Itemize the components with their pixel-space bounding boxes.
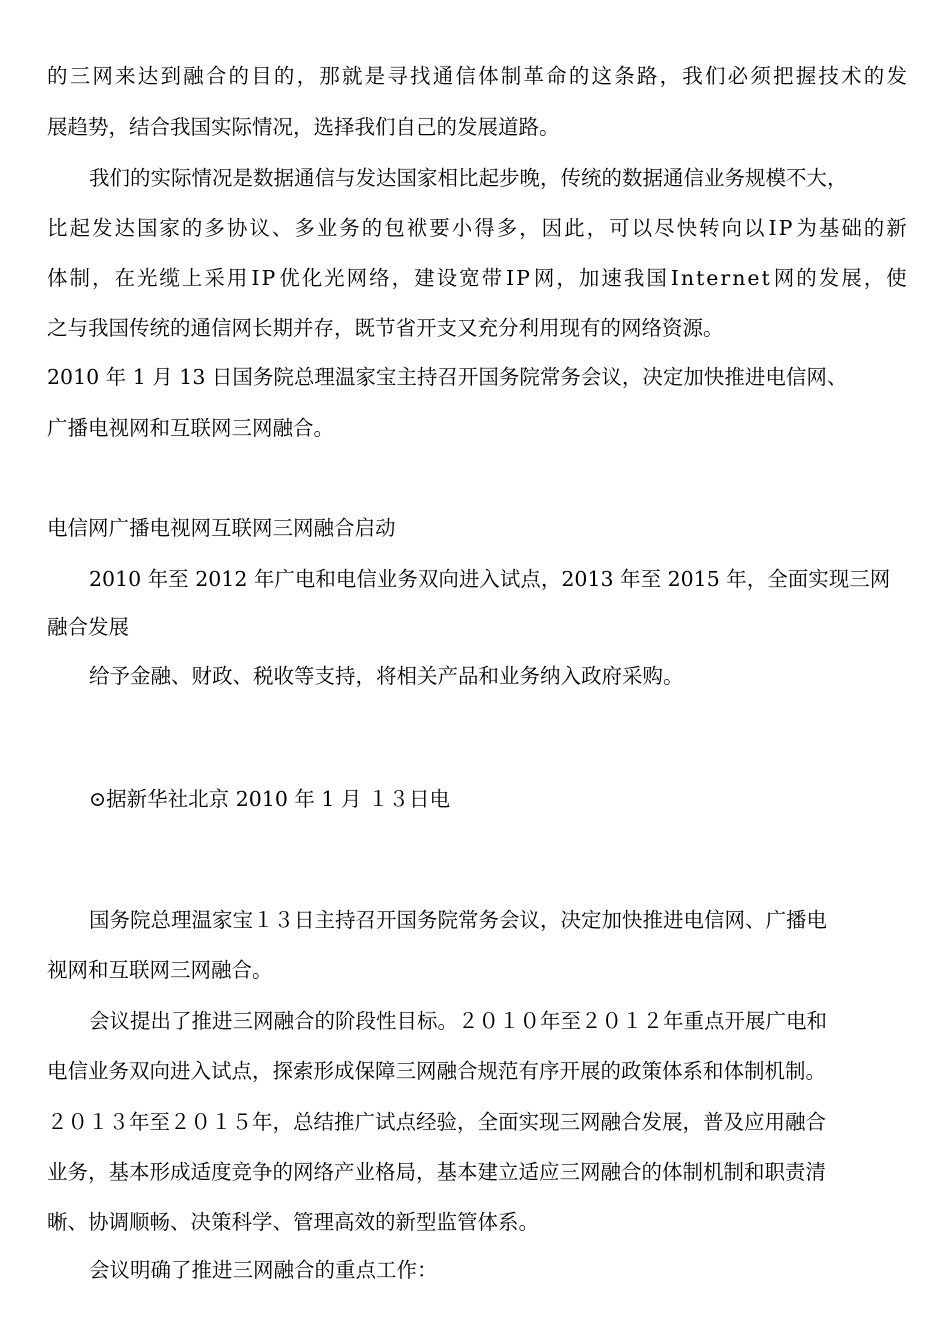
line-text: 电信业务双向进入试点，探索形成保障三网融合规范有序开展的政策体系和体制机制。: [47, 1059, 826, 1083]
char: 体: [478, 64, 499, 88]
char: P: [261, 266, 276, 290]
line-text: 会议明确了推进三网融合的重点工作：: [89, 1258, 438, 1282]
paragraph-line: [89, 565, 890, 593]
line-text: 晰、协调顺畅、决策科学、管理高效的新型监管体系。: [47, 1210, 539, 1234]
paragraph-line: [47, 264, 907, 292]
char: 寻: [387, 64, 408, 88]
char: 制: [69, 266, 90, 290]
char: 的: [568, 64, 590, 88]
char: 国: [646, 266, 667, 290]
heading-text: 电信网广播电视网互联网三网融合启动: [47, 516, 396, 540]
paragraph-line: [89, 1256, 438, 1284]
char: 把: [773, 64, 794, 88]
char: 展: [841, 266, 862, 290]
char: t: [696, 266, 705, 290]
char: 议: [249, 216, 270, 240]
paragraph-line: [47, 613, 129, 641]
char: 为: [796, 216, 817, 240]
char: 比: [47, 216, 68, 240]
char: 条: [614, 64, 635, 88]
char: ，: [296, 64, 318, 88]
char: I: [768, 216, 777, 240]
char: 家: [159, 216, 180, 240]
char: 此: [564, 216, 585, 240]
paragraph-line: [47, 314, 724, 342]
char: 网: [533, 266, 555, 290]
char: 的: [47, 64, 68, 88]
char: 新: [886, 216, 907, 240]
char: 在: [114, 266, 135, 290]
char: 光: [136, 266, 158, 290]
char: 技: [818, 64, 839, 88]
paragraph-line: [47, 1208, 539, 1236]
char: 加: [578, 266, 600, 290]
char: 必: [727, 64, 749, 88]
char: 建: [414, 266, 435, 290]
char: 宽: [459, 266, 480, 290]
char: 尽: [654, 216, 675, 240]
char: 革: [523, 64, 544, 88]
char: 三: [69, 64, 91, 88]
paragraph-line: [47, 1158, 826, 1186]
char: 的: [228, 64, 249, 88]
char: 用: [226, 266, 248, 290]
char: 到: [160, 64, 181, 88]
char: 制: [500, 64, 522, 88]
char: 的: [273, 64, 295, 88]
char: 可: [609, 216, 630, 240]
char: 包: [384, 216, 405, 240]
line-text: 2010 年至 2012 年广电和电信业务双向进入试点，2013 年至 2015 年，全面实现三网: [89, 567, 891, 591]
char: t: [761, 266, 770, 290]
char: 上: [181, 266, 203, 290]
line-text: 融合发展: [47, 615, 129, 639]
char: 基: [818, 216, 840, 240]
char: 握: [795, 64, 817, 88]
line-text: ２０１３年至２０１５年，总结推广试点经验，全面实现三网融合发展，普及应用融合: [47, 1110, 826, 1134]
char: 多: [204, 216, 225, 240]
char: 网: [773, 266, 795, 290]
char: 采: [204, 266, 225, 290]
char: 协: [226, 216, 248, 240]
char: 融: [183, 64, 204, 88]
char: 得: [474, 216, 495, 240]
line-text: 国务院总理温家宝１３日主持召开国务院常务会议，决定加快推进电信网、广播电: [89, 908, 827, 932]
char: 目: [251, 64, 272, 88]
char: ，: [556, 266, 577, 290]
char: 网: [92, 64, 113, 88]
char: 是: [364, 64, 386, 88]
char: P: [778, 216, 793, 240]
document-page: [47, 0, 907, 1344]
char: ，: [91, 266, 113, 290]
line-text: 我们的实际情况是数据通信与发达国家相比起步晚，传统的数据通信业务规模不大，: [89, 166, 848, 190]
line-text: 会议提出了推进三网融合的阶段性目标。２０１０年至２０１２年重点开展广电和: [89, 1009, 827, 1033]
char: 国: [136, 216, 158, 240]
char: P: [516, 266, 530, 290]
line-text: 2010 年 1 月 13 日国务院总理温家宝主持召开国务院常务会议，决定加快推进电信网、: [47, 365, 848, 389]
char: 转: [699, 216, 720, 240]
char: 的: [361, 216, 383, 240]
char: 的: [863, 216, 885, 240]
char: 多: [294, 216, 315, 240]
char: 络: [369, 266, 390, 290]
paragraph-line: [47, 214, 907, 242]
char: ，: [586, 216, 608, 240]
char: 小: [451, 216, 473, 240]
char: 快: [676, 216, 698, 240]
char: 通: [432, 64, 454, 88]
paragraph-line: [47, 363, 847, 391]
char: 使: [886, 266, 907, 290]
char: 路: [636, 64, 658, 88]
char: 设: [436, 266, 458, 290]
char: 我: [682, 64, 703, 88]
char: 务: [339, 216, 360, 240]
char: 体: [47, 266, 68, 290]
char: 带: [481, 266, 503, 290]
char: 光: [324, 266, 345, 290]
char: ，: [659, 64, 681, 88]
char: 速: [601, 266, 622, 290]
char: e: [706, 266, 719, 290]
char: 要: [429, 216, 450, 240]
char: 达: [114, 216, 135, 240]
char: 向: [721, 216, 743, 240]
char: 那: [319, 64, 340, 88]
char: 发: [91, 216, 113, 240]
char: 发: [886, 64, 907, 88]
char: 优: [279, 266, 300, 290]
char: r: [720, 266, 731, 290]
char: 信: [455, 64, 476, 88]
char: 以: [744, 216, 765, 240]
line-text: 业务，基本形成适度竞争的网络产业格局，基本建立适应三网融合的体制机制和职责清: [47, 1160, 826, 1184]
paragraph-line: [89, 662, 684, 690]
char: 找: [410, 64, 431, 88]
char: 达: [137, 64, 159, 88]
char: 缆: [159, 266, 180, 290]
char: 的: [796, 266, 817, 290]
line-text: 之与我国传统的通信网长期并存，既节省开支又充分利用现有的网络资源。: [47, 316, 724, 340]
char: 术: [841, 64, 862, 88]
char: I: [670, 266, 679, 290]
paragraph-line: [47, 113, 560, 141]
char: 业: [316, 216, 338, 240]
char: n: [680, 266, 695, 290]
paragraph-line: [47, 956, 273, 984]
paragraph-line: [47, 1057, 826, 1085]
char: 命: [546, 64, 567, 88]
section-heading: [47, 514, 396, 542]
char: 来: [115, 64, 136, 88]
char: 须: [750, 64, 771, 88]
char: 化: [301, 266, 323, 290]
char: 发: [818, 266, 840, 290]
char: 们: [704, 64, 726, 88]
char: 因: [541, 216, 563, 240]
char: 础: [841, 216, 862, 240]
line-text: 广播电视网和互联网三网融合。: [47, 416, 334, 440]
line-text: 视网和互联网三网融合。: [47, 958, 273, 982]
paragraph-line: [89, 906, 827, 934]
char: e: [747, 266, 760, 290]
char: 我: [623, 266, 645, 290]
char: 以: [631, 216, 653, 240]
paragraph-line: [89, 164, 848, 192]
char: 起: [69, 216, 90, 240]
char: I: [251, 266, 260, 290]
char: ，: [519, 216, 540, 240]
dateline-text: ⊙据新华社北京 2010 年 1 月 １３日电: [89, 787, 450, 811]
char: 、: [271, 216, 293, 240]
char: 的: [863, 64, 885, 88]
char: 袱: [406, 216, 428, 240]
char: I: [506, 266, 515, 290]
paragraph-line: [47, 414, 334, 442]
paragraph-line: [47, 1108, 826, 1136]
paragraph-line: [89, 1007, 827, 1035]
dateline: [89, 785, 450, 813]
char: 这: [591, 64, 612, 88]
char: ，: [391, 266, 413, 290]
char: ，: [863, 266, 885, 290]
char: 的: [181, 216, 203, 240]
line-text: 给予金融、财政、税收等支持，将相关产品和业务纳入政府采购。: [89, 664, 684, 688]
line-text: 展趋势，结合我国实际情况，选择我们自己的发展道路。: [47, 115, 560, 139]
char: 多: [496, 216, 518, 240]
paragraph-line: [47, 62, 907, 90]
char: 合: [205, 64, 227, 88]
char: 就: [341, 64, 363, 88]
char: n: [732, 266, 746, 290]
char: 网: [346, 266, 368, 290]
